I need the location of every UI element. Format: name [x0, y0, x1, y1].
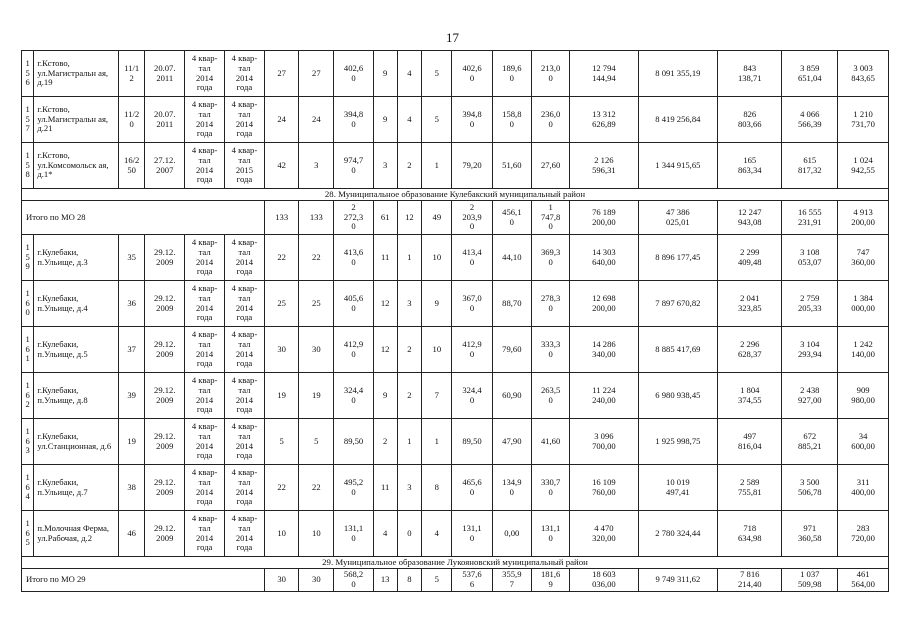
- table-cell: 27: [299, 51, 334, 97]
- table-cell: 24: [299, 97, 334, 143]
- table-cell: 51,60: [492, 143, 531, 189]
- table-cell: 7 897 670,82: [638, 281, 718, 327]
- total-cell: 13: [373, 569, 397, 592]
- table-cell: 2 041 323,85: [718, 281, 782, 327]
- total-row: [22, 569, 889, 592]
- table-cell: 11/1 2: [119, 51, 145, 97]
- table-cell: 10 019 497,41: [638, 465, 718, 511]
- table-cell: 283 720,00: [838, 511, 889, 557]
- table-cell: 3 096 700,00: [570, 419, 638, 465]
- table-cell: 843 138,71: [718, 51, 782, 97]
- row-number-cell: 1 6 4: [22, 465, 34, 511]
- table-cell: 9: [373, 51, 397, 97]
- table-cell: 2 780 324,44: [638, 511, 718, 557]
- table-cell: 5: [422, 51, 452, 97]
- table-cell: 1: [422, 419, 452, 465]
- table-cell: 278,3 0: [531, 281, 569, 327]
- table-cell: 4 квар- тал 2014 года: [224, 373, 264, 419]
- table-cell: 12: [373, 281, 397, 327]
- table-cell: 4: [373, 511, 397, 557]
- table-cell: 213,0 0: [531, 51, 569, 97]
- table-cell: 9: [373, 373, 397, 419]
- total-cell: 30: [265, 569, 299, 592]
- table-cell: 497 816,04: [718, 419, 782, 465]
- table-cell: 12 698 200,00: [570, 281, 638, 327]
- table-cell: 495,2 0: [334, 465, 373, 511]
- table-cell: 1 344 915,65: [638, 143, 718, 189]
- table-cell: 22: [299, 465, 334, 511]
- table-cell: 12: [373, 327, 397, 373]
- address-cell: г.Кулебаки, п.Ульище, д.7: [34, 465, 119, 511]
- total-cell: 1 747,8 0: [531, 201, 569, 235]
- table-cell: 263,5 0: [531, 373, 569, 419]
- table-cell: 8 419 256,84: [638, 97, 718, 143]
- total-cell: 461 564,00: [838, 569, 889, 592]
- table-cell: 412,9 0: [452, 327, 492, 373]
- row-number-cell: 1 6 5: [22, 511, 34, 557]
- table-cell: 89,50: [452, 419, 492, 465]
- table-cell: 131,1 0: [334, 511, 373, 557]
- address-cell: г.Кстово, ул.Магистральн ая, д.21: [34, 97, 119, 143]
- address-cell: г.Кулебаки, ул.Станционная, д.6: [34, 419, 119, 465]
- total-cell: 4 913 200,00: [838, 201, 889, 235]
- table-cell: 30: [265, 327, 299, 373]
- table-cell: 60,90: [492, 373, 531, 419]
- table-cell: 20.07. 2011: [145, 97, 185, 143]
- table-cell: 2 438 927,00: [782, 373, 838, 419]
- table-cell: 4 квар- тал 2015 года: [224, 143, 264, 189]
- table-cell: 747 360,00: [838, 235, 889, 281]
- table-cell: 6 980 938,45: [638, 373, 718, 419]
- table-cell: 1: [397, 235, 422, 281]
- table-cell: 22: [265, 235, 299, 281]
- table-row: [22, 373, 889, 419]
- total-cell: 133: [299, 201, 334, 235]
- table-cell: 4 квар- тал 2014 года: [224, 97, 264, 143]
- total-cell: 47 386 025,01: [638, 201, 718, 235]
- table-cell: 4 квар- тал 2014 года: [185, 235, 224, 281]
- table-cell: 2: [397, 143, 422, 189]
- table-cell: 311 400,00: [838, 465, 889, 511]
- table-cell: 2: [373, 419, 397, 465]
- total-cell: 9 749 311,62: [638, 569, 718, 592]
- table-cell: 10: [422, 235, 452, 281]
- table-cell: 1 804 374,55: [718, 373, 782, 419]
- row-number-cell: 1 6 3: [22, 419, 34, 465]
- table-cell: 27: [265, 51, 299, 97]
- table-cell: 11: [373, 235, 397, 281]
- table-body: [22, 51, 889, 592]
- total-cell: 2 203,9 0: [452, 201, 492, 235]
- row-number-cell: 1 6 1: [22, 327, 34, 373]
- table-cell: 37: [119, 327, 145, 373]
- table-cell: 2 126 596,31: [570, 143, 638, 189]
- table-cell: 10: [422, 327, 452, 373]
- table-cell: 324,4 0: [452, 373, 492, 419]
- table-cell: 7: [422, 373, 452, 419]
- table-cell: 131,1 0: [531, 511, 569, 557]
- total-cell: 16 555 231,91: [782, 201, 838, 235]
- table-cell: 4: [397, 97, 422, 143]
- table-cell: 3: [373, 143, 397, 189]
- table-cell: 1 024 942,55: [838, 143, 889, 189]
- total-cell: 7 816 214,40: [718, 569, 782, 592]
- table-cell: 3 859 651,04: [782, 51, 838, 97]
- table-cell: 413,4 0: [452, 235, 492, 281]
- table-cell: 79,20: [452, 143, 492, 189]
- table-cell: 4 квар- тал 2014 года: [185, 143, 224, 189]
- table-cell: 1 210 731,70: [838, 97, 889, 143]
- table-cell: 25: [299, 281, 334, 327]
- table-cell: 11: [373, 465, 397, 511]
- table-cell: 165 863,34: [718, 143, 782, 189]
- table-cell: 34 600,00: [838, 419, 889, 465]
- total-cell: 12 247 943,08: [718, 201, 782, 235]
- table-cell: 3: [397, 281, 422, 327]
- table-cell: 24: [265, 97, 299, 143]
- table-cell: 35: [119, 235, 145, 281]
- table-cell: 5: [265, 419, 299, 465]
- table-cell: 30: [299, 327, 334, 373]
- table-cell: 20.07. 2011: [145, 51, 185, 97]
- total-cell: 355,9 7: [492, 569, 531, 592]
- total-cell: 76 189 200,00: [570, 201, 638, 235]
- table-cell: 16/2 50: [119, 143, 145, 189]
- table-cell: 4 квар- тал 2014 года: [224, 51, 264, 97]
- table-cell: 29.12. 2009: [145, 373, 185, 419]
- table-cell: 971 360,58: [782, 511, 838, 557]
- row-number-cell: 1 6 0: [22, 281, 34, 327]
- table-cell: 29.12. 2009: [145, 281, 185, 327]
- table-cell: 412,9 0: [334, 327, 373, 373]
- table-cell: 8: [422, 465, 452, 511]
- table-cell: 4 квар- тал 2014 года: [185, 281, 224, 327]
- table-cell: 27.12. 2007: [145, 143, 185, 189]
- table-cell: 3: [397, 465, 422, 511]
- table-cell: 22: [265, 465, 299, 511]
- table-cell: 22: [299, 235, 334, 281]
- table-cell: 615 817,32: [782, 143, 838, 189]
- table-cell: 2: [397, 327, 422, 373]
- total-cell: 568,2 0: [334, 569, 373, 592]
- address-cell: г.Кулебаки, п.Ульище, д.8: [34, 373, 119, 419]
- table-cell: 4 квар- тал 2014 года: [224, 235, 264, 281]
- page-number: 17: [446, 30, 459, 45]
- table-cell: 672 885,21: [782, 419, 838, 465]
- table-cell: 4 квар- тал 2014 года: [185, 419, 224, 465]
- table-cell: 4 квар- тал 2014 года: [224, 281, 264, 327]
- table-cell: 4 квар- тал 2014 года: [224, 465, 264, 511]
- table-cell: 47,90: [492, 419, 531, 465]
- table-cell: 2: [397, 373, 422, 419]
- table-cell: 42: [265, 143, 299, 189]
- total-cell: 5: [422, 569, 452, 592]
- total-cell: 18 603 036,00: [570, 569, 638, 592]
- table-cell: 3: [299, 143, 334, 189]
- total-cell: 61: [373, 201, 397, 235]
- table-cell: 4 квар- тал 2014 года: [185, 373, 224, 419]
- table-cell: 4 квар- тал 2014 года: [185, 511, 224, 557]
- row-number-cell: 1 5 7: [22, 97, 34, 143]
- section-header-row: [22, 189, 889, 201]
- table-cell: 46: [119, 511, 145, 557]
- table-row: [22, 143, 889, 189]
- table-cell: 79,60: [492, 327, 531, 373]
- table-cell: 41,60: [531, 419, 569, 465]
- table-cell: 29.12. 2009: [145, 235, 185, 281]
- total-cell: 49: [422, 201, 452, 235]
- total-cell: 456,1 0: [492, 201, 531, 235]
- total-label: Итого по МО 29: [22, 569, 265, 592]
- address-cell: г.Кулебаки, п.Ульище, д.3: [34, 235, 119, 281]
- table-cell: 39: [119, 373, 145, 419]
- table-cell: 9: [373, 97, 397, 143]
- table-cell: 1: [397, 419, 422, 465]
- table-cell: 3 104 293,94: [782, 327, 838, 373]
- table-cell: 4 квар- тал 2014 года: [224, 419, 264, 465]
- table-row: [22, 51, 889, 97]
- table-cell: 5: [299, 419, 334, 465]
- table-cell: 1 242 140,00: [838, 327, 889, 373]
- table-cell: 19: [265, 373, 299, 419]
- table-cell: 2 759 205,33: [782, 281, 838, 327]
- table-cell: 718 634,98: [718, 511, 782, 557]
- table-cell: 189,6 0: [492, 51, 531, 97]
- table-cell: 367,0 0: [452, 281, 492, 327]
- table-cell: 5: [422, 97, 452, 143]
- address-cell: г.Кстово, ул.Комсомольск ая, д.1*: [34, 143, 119, 189]
- housing-program-table: [21, 50, 889, 592]
- table-cell: 19: [299, 373, 334, 419]
- table-cell: 8 091 355,19: [638, 51, 718, 97]
- table-cell: 4 квар- тал 2014 года: [224, 327, 264, 373]
- table-cell: 0: [397, 511, 422, 557]
- total-cell: 133: [265, 201, 299, 235]
- address-cell: п.Молочная Ферма, ул.Рабочая, д.2: [34, 511, 119, 557]
- table-cell: 11/2 0: [119, 97, 145, 143]
- total-cell: 181,6 9: [531, 569, 569, 592]
- table-cell: 4 470 320,00: [570, 511, 638, 557]
- table-cell: 14 286 340,00: [570, 327, 638, 373]
- table-row: [22, 97, 889, 143]
- table-cell: 88,70: [492, 281, 531, 327]
- table-cell: 402,6 0: [334, 51, 373, 97]
- table-cell: 324,4 0: [334, 373, 373, 419]
- table-cell: 394,8 0: [452, 97, 492, 143]
- table-cell: 236,0 0: [531, 97, 569, 143]
- table-cell: 2 296 628,37: [718, 327, 782, 373]
- table-cell: 3 003 843,65: [838, 51, 889, 97]
- table-cell: 27,60: [531, 143, 569, 189]
- total-cell: 537,6 6: [452, 569, 492, 592]
- table-cell: 4 квар- тал 2014 года: [185, 465, 224, 511]
- table-cell: 4: [422, 511, 452, 557]
- table-cell: 29.12. 2009: [145, 465, 185, 511]
- total-cell: 1 037 509,98: [782, 569, 838, 592]
- table-cell: 16 109 760,00: [570, 465, 638, 511]
- row-number-cell: 1 6 2: [22, 373, 34, 419]
- table-cell: 4 квар- тал 2014 года: [185, 51, 224, 97]
- table-row: [22, 419, 889, 465]
- table-cell: 330,7 0: [531, 465, 569, 511]
- section-title: 29. Муниципальное образование Лукояновский муниципальный район: [22, 557, 889, 569]
- table-cell: 3 500 506,78: [782, 465, 838, 511]
- table-cell: 333,3 0: [531, 327, 569, 373]
- table-cell: 158,8 0: [492, 97, 531, 143]
- address-cell: г.Кулебаки, п.Ульище, д.4: [34, 281, 119, 327]
- table-row: [22, 235, 889, 281]
- total-cell: 12: [397, 201, 422, 235]
- table-cell: 394,8 0: [334, 97, 373, 143]
- table-row: [22, 465, 889, 511]
- table-cell: 10: [265, 511, 299, 557]
- table-cell: 369,3 0: [531, 235, 569, 281]
- table-cell: 4 квар- тал 2014 года: [185, 327, 224, 373]
- table-cell: 29.12. 2009: [145, 419, 185, 465]
- table-cell: 12 794 144,94: [570, 51, 638, 97]
- table-cell: 14 303 640,00: [570, 235, 638, 281]
- table-cell: 2 299 409,48: [718, 235, 782, 281]
- table-cell: 13 312 626,89: [570, 97, 638, 143]
- table-cell: 402,6 0: [452, 51, 492, 97]
- table-cell: 11 224 240,00: [570, 373, 638, 419]
- table-cell: 9: [422, 281, 452, 327]
- table-cell: 2 589 755,81: [718, 465, 782, 511]
- table-cell: 1: [422, 143, 452, 189]
- table-cell: 134,9 0: [492, 465, 531, 511]
- table-cell: 465,6 0: [452, 465, 492, 511]
- total-cell: 2 272,3 0: [334, 201, 373, 235]
- table-cell: 36: [119, 281, 145, 327]
- table-cell: 1 384 000,00: [838, 281, 889, 327]
- address-cell: г.Кстово, ул.Магистральн ая, д.19: [34, 51, 119, 97]
- table-cell: 413,6 0: [334, 235, 373, 281]
- table-cell: 974,7 0: [334, 143, 373, 189]
- table-cell: 4 квар- тал 2014 года: [224, 511, 264, 557]
- table-row: [22, 327, 889, 373]
- table-cell: 29.12. 2009: [145, 511, 185, 557]
- table-cell: 10: [299, 511, 334, 557]
- table-cell: 8 896 177,45: [638, 235, 718, 281]
- table-cell: 4 066 566,39: [782, 97, 838, 143]
- table-cell: 826 803,66: [718, 97, 782, 143]
- row-number-cell: 1 5 8: [22, 143, 34, 189]
- section-title: 28. Муниципальное образование Кулебакский муниципальный район: [22, 189, 889, 201]
- table-row: [22, 511, 889, 557]
- section-header-row: [22, 557, 889, 569]
- table-cell: 25: [265, 281, 299, 327]
- table-cell: 4 квар- тал 2014 года: [185, 97, 224, 143]
- table-cell: 4: [397, 51, 422, 97]
- table-cell: 44,10: [492, 235, 531, 281]
- total-label: Итого по МО 28: [22, 201, 265, 235]
- table-cell: 19: [119, 419, 145, 465]
- row-number-cell: 1 5 9: [22, 235, 34, 281]
- table-cell: 3 108 053,07: [782, 235, 838, 281]
- table-cell: 8 885 417,69: [638, 327, 718, 373]
- table-cell: 0,00: [492, 511, 531, 557]
- table-cell: 29.12. 2009: [145, 327, 185, 373]
- table-row: [22, 281, 889, 327]
- total-row: [22, 201, 889, 235]
- table-cell: 1 925 998,75: [638, 419, 718, 465]
- total-cell: 30: [299, 569, 334, 592]
- table-cell: 131,1 0: [452, 511, 492, 557]
- row-number-cell: 1 5 6: [22, 51, 34, 97]
- table-cell: 405,6 0: [334, 281, 373, 327]
- table-cell: 89,50: [334, 419, 373, 465]
- table-cell: 909 980,00: [838, 373, 889, 419]
- address-cell: г.Кулебаки, п.Ульище, д.5: [34, 327, 119, 373]
- table-cell: 38: [119, 465, 145, 511]
- total-cell: 8: [397, 569, 422, 592]
